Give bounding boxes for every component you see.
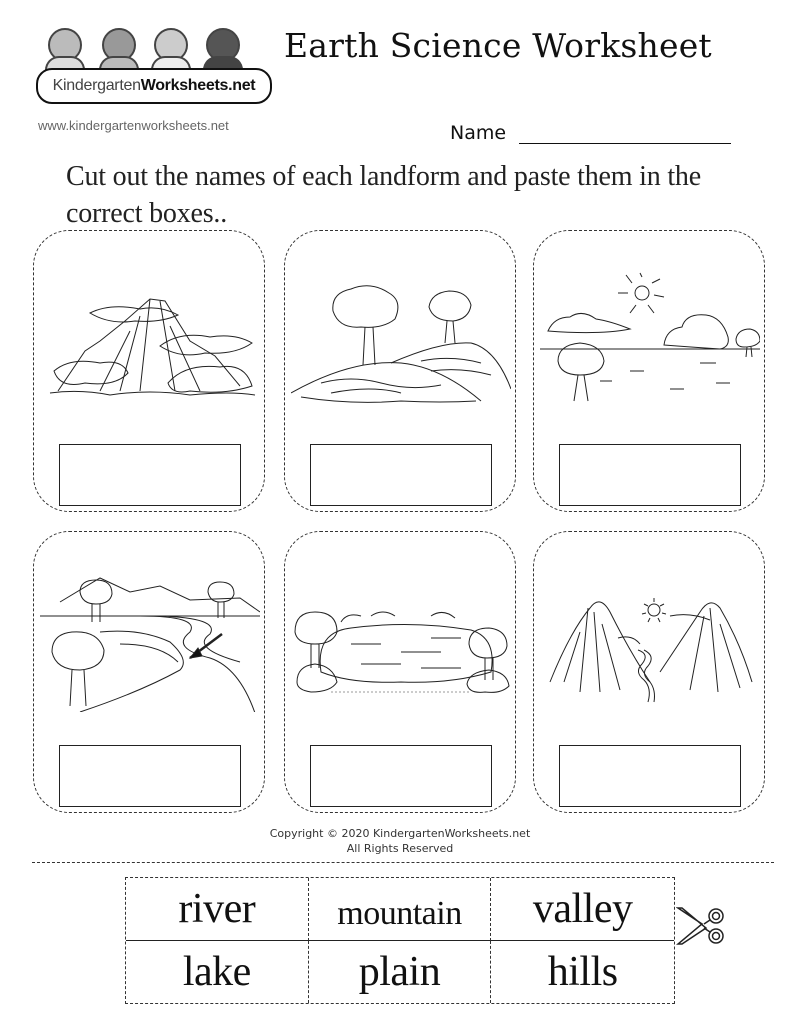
site-logo — [34, 22, 274, 112]
cut-line — [32, 862, 774, 863]
word-tile-plain[interactable]: plain — [309, 941, 492, 1004]
instructions: Cut out the names of each landform and paste them in the correct boxes.. — [66, 161, 701, 229]
valley-scene-icon — [540, 572, 760, 712]
page-title: Earth Science Worksheet — [284, 26, 712, 65]
landform-card-valley — [533, 531, 765, 813]
landform-card-plain — [533, 230, 765, 512]
logo-text-kindergarten: Kindergarten — [52, 77, 141, 94]
scissors-icon — [676, 902, 728, 950]
word-bank — [125, 877, 675, 1004]
word-tile-mountain[interactable]: mountain — [309, 878, 492, 941]
landform-card-river — [33, 531, 265, 813]
name-field-line[interactable] — [519, 143, 731, 144]
answer-box[interactable] — [559, 444, 741, 506]
copyright-line-2: All Rights Reserved — [346, 842, 454, 855]
landform-card-lake — [284, 531, 516, 813]
landform-card-mountain — [33, 230, 265, 512]
landform-card-hills — [284, 230, 516, 512]
logo-plate — [36, 68, 272, 104]
name-label: Name — [450, 122, 507, 144]
four-children-icon — [34, 22, 274, 74]
word-tile-lake[interactable]: lake — [126, 941, 309, 1004]
site-url: www.kindergartenworksheets.net — [38, 118, 229, 133]
word-tile-hills[interactable]: hills — [547, 948, 618, 995]
answer-box[interactable] — [310, 444, 492, 506]
copyright — [0, 826, 800, 856]
answer-box[interactable] — [559, 745, 741, 807]
lake-scene-icon — [291, 572, 511, 712]
answer-box[interactable] — [59, 745, 241, 807]
answer-box[interactable] — [310, 745, 492, 807]
copyright-line-1: Copyright © 2020 KindergartenWorksheets.net — [269, 827, 531, 840]
mountain-scene-icon — [40, 271, 260, 411]
answer-box[interactable] — [59, 444, 241, 506]
river-scene-icon — [40, 572, 260, 712]
hills-scene-icon — [291, 271, 511, 411]
word-tile-valley[interactable]: valley — [491, 878, 674, 941]
plain-scene-icon — [540, 271, 760, 411]
word-tile-river[interactable]: river — [126, 878, 309, 941]
logo-text-worksheets: Worksheets.net — [140, 77, 256, 94]
